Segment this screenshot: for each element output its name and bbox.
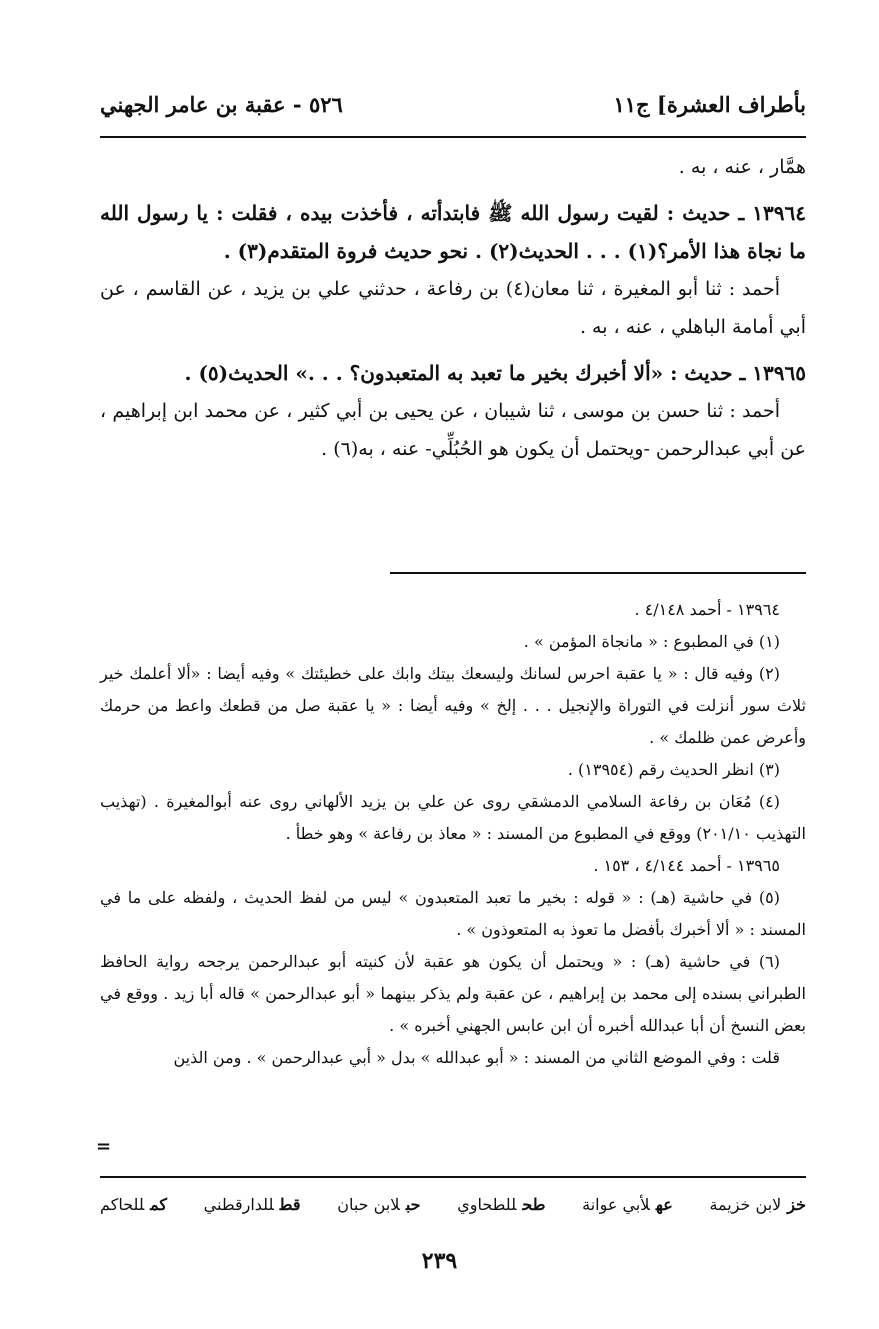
legend-abbr: طح xyxy=(522,1194,546,1214)
footnote-source-13965: ١٣٩٦٥ - أحمد ٤/١٤٤ ، ١٥٣ . xyxy=(593,856,780,875)
hadith-13964: ١٣٩٦٤ ـ حديث : لقيت رسول الله ﷺ فابتدأته ، فأخذت بيده ، فقلت : يا رسول الله ما نجاة هذا الأمر؟(١) . . . الحديث(٢) . نحو حديث فروة المتقدم(٣) . xyxy=(100,201,806,263)
legend-rule xyxy=(100,1176,806,1178)
legend-text: لابن خزيمة xyxy=(709,1194,782,1214)
footnote-3: (٣) انظر الحديث رقم (١٣٩٥٤) . xyxy=(567,760,780,779)
intro-line: همَّار ، عنه ، به . xyxy=(678,156,806,178)
legend-text: للحاكم xyxy=(100,1194,145,1214)
legend-abbr: خز xyxy=(787,1194,806,1214)
legend-abbr: كم xyxy=(150,1194,167,1214)
legend-item xyxy=(204,1195,301,1214)
legend-item xyxy=(457,1195,545,1214)
footnote-5: (٥) في حاشية (هـ) : « قوله : بخير ما تعبد المتعبدون » ليس من لفظ الحديث ، ولفظه على ما في المسند : « ألا أخبرك بأفضل ما تعوذ به المتعوذون » . xyxy=(100,888,806,939)
legend-item xyxy=(582,1195,673,1214)
legend-item xyxy=(709,1195,806,1214)
legend-text: للطحاوي xyxy=(457,1194,517,1214)
legend-item xyxy=(100,1195,167,1214)
footnote-1: (١) في المطبوع : « مانجاة المؤمن » . xyxy=(523,632,780,651)
isnad-13965: أحمد : ثنا حسن بن موسى ، ثنا شيبان ، عن يحيى بن أبي كثير ، عن محمد ابن إبراهيم ، عن أبي عبدالرحمن -ويحتمل أن يكون هو الحُبُلِّي- عنه ، به(٦) . xyxy=(100,400,806,460)
header-book-title: بأطراف العشرة] ج١١ xyxy=(613,91,806,117)
legend-abbr: عه xyxy=(655,1194,673,1214)
hadith-13965: ١٣٩٦٥ ـ حديث : «ألا أخبرك بخير ما تعبد به المتعبدون؟ . . .» الحديث(٥) . xyxy=(184,361,806,385)
legend-text: لابن حبان xyxy=(337,1194,400,1214)
footnote-6: (٦) في حاشية (هـ) : « ويحتمل أن يكون هو عقبة لأن كنيته أبو عبدالرحمن يرجحه رواية الحافظ الطبراني بسنده إلى محمد بن إبراهيم ، عن عقبة ولم يذكر بينهما « أبو عبدالرحمن » قاله أبا زيد . ووقع في بعض النسخ أن أبا عبدالله أخبره أن ابن عابس الجهني أخبره » . xyxy=(100,952,806,1035)
header-rule xyxy=(100,136,806,138)
legend-item xyxy=(337,1195,420,1214)
footnotes xyxy=(100,594,806,1074)
footnote-6-continued: قلت : وفي الموضع الثاني من المسند : « أبو عبدالله » بدل « أبي عبدالرحمن » . ومن الذين xyxy=(173,1048,780,1067)
abbreviation-legend xyxy=(100,1186,806,1222)
legend-abbr: قط xyxy=(279,1194,301,1214)
page-number: ٢٣٩ xyxy=(421,1248,458,1274)
header-chapter-title: ٥٢٦ - عقبة بن عامر الجهني xyxy=(100,91,343,117)
legend-text: للدارقطني xyxy=(203,1194,274,1214)
legend-abbr: حب xyxy=(405,1194,421,1214)
legend-text: لأبي عوانة xyxy=(582,1194,650,1214)
footnote-2: (٢) وفيه قال : « يا عقبة احرس لسانك وليسعك بيتك وابك على خطيئتك » وفيه أيضا : «ألا أعلمك خير ثلاث سور أنزلت في التوراة والإنجيل . . . إلخ » وفيه أيضا : « يا عقبة صل من قطعك واعط من حرمك وأعرض عمن ظلمك » . xyxy=(100,664,806,747)
main-text xyxy=(100,148,806,468)
continuation-mark: = xyxy=(96,1136,112,1157)
running-header xyxy=(100,84,806,124)
footnote-source-13964: ١٣٩٦٤ - أحمد ٤/١٤٨ . xyxy=(634,600,780,619)
isnad-13964: أحمد : ثنا أبو المغيرة ، ثنا معان(٤) بن رفاعة ، حدثني علي بن يزيد ، عن القاسم ، عن أبي أمامة الباهلي ، عنه ، به . xyxy=(100,278,806,338)
footnote-rule xyxy=(390,572,806,574)
footnote-4: (٤) مُعَان بن رفاعة السلامي الدمشقي روى عن علي بن يزيد الألهاني روى عنه أبوالمغيرة . (تهذيب التهذيب ٢٠١/١٠) ووقع في المطبوع من المسند : « معاذ بن رفاعة » وهو خطأ . xyxy=(100,792,806,843)
